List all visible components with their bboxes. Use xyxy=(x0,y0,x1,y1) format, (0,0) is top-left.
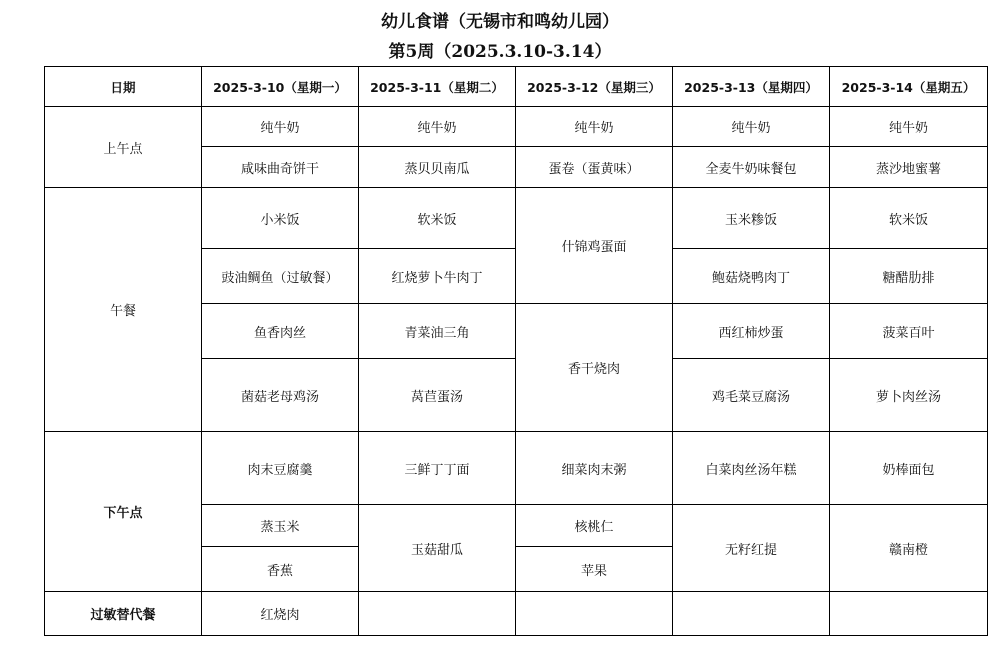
lunch-cell: 萝卜肉丝汤 xyxy=(830,359,988,432)
day-header-wed: 2025-3-12（星期三） xyxy=(516,67,673,107)
allergy-label: 过敏替代餐 xyxy=(45,592,202,636)
morning-cell: 纯牛奶 xyxy=(673,107,830,147)
morning-label: 上午点 xyxy=(45,107,202,188)
afternoon-cell: 奶棒面包 xyxy=(830,432,988,505)
morning-cell: 纯牛奶 xyxy=(830,107,988,147)
lunch-cell: 香干烧肉 xyxy=(516,304,673,432)
allergy-cell-empty xyxy=(359,592,516,636)
afternoon-cell: 无籽红提 xyxy=(673,505,830,592)
menu-table xyxy=(44,66,988,636)
afternoon-cell: 赣南橙 xyxy=(830,505,988,592)
allergy-row xyxy=(45,592,988,636)
morning-cell: 蒸沙地蜜薯 xyxy=(830,147,988,188)
afternoon-cell: 细菜肉末粥 xyxy=(516,432,673,505)
lunch-cell: 鱼香肉丝 xyxy=(202,304,359,359)
lunch-row-1 xyxy=(45,188,988,249)
morning-cell: 纯牛奶 xyxy=(359,107,516,147)
lunch-label: 午餐 xyxy=(45,188,202,432)
afternoon-label: 下午点 xyxy=(45,432,202,592)
lunch-cell: 菌菇老母鸡汤 xyxy=(202,359,359,432)
lunch-cell: 菠菜百叶 xyxy=(830,304,988,359)
allergy-cell-empty xyxy=(516,592,673,636)
lunch-cell: 糖醋肋排 xyxy=(830,249,988,304)
date-header: 日期 xyxy=(45,67,202,107)
lunch-cell: 什锦鸡蛋面 xyxy=(516,188,673,304)
day-header-thu: 2025-3-13（星期四） xyxy=(673,67,830,107)
lunch-cell: 豉油鲷鱼（过敏餐） xyxy=(202,249,359,304)
morning-cell: 蒸贝贝南瓜 xyxy=(359,147,516,188)
afternoon-cell: 蒸玉米 xyxy=(202,505,359,547)
lunch-cell: 软米饭 xyxy=(359,188,516,249)
afternoon-cell: 三鲜丁丁面 xyxy=(359,432,516,505)
day-header-mon: 2025-3-10（星期一） xyxy=(202,67,359,107)
morning-row-1 xyxy=(45,107,988,147)
lunch-cell: 玉米糁饭 xyxy=(673,188,830,249)
day-header-fri: 2025-3-14（星期五） xyxy=(830,67,988,107)
afternoon-cell: 核桃仁 xyxy=(516,505,673,547)
allergy-cell-empty xyxy=(673,592,830,636)
allergy-cell: 红烧肉 xyxy=(202,592,359,636)
lunch-cell: 西红柿炒蛋 xyxy=(673,304,830,359)
morning-cell: 纯牛奶 xyxy=(202,107,359,147)
afternoon-cell: 香蕉 xyxy=(202,547,359,592)
afternoon-cell: 玉菇甜瓜 xyxy=(359,505,516,592)
afternoon-cell: 白菜肉丝汤年糕 xyxy=(673,432,830,505)
morning-cell: 蛋卷（蛋黄味） xyxy=(516,147,673,188)
lunch-cell: 青菜油三角 xyxy=(359,304,516,359)
morning-cell: 咸味曲奇饼干 xyxy=(202,147,359,188)
lunch-cell: 鸡毛菜豆腐汤 xyxy=(673,359,830,432)
page-title: 幼儿食谱（无锡市和鸣幼儿园） xyxy=(381,12,619,32)
lunch-cell: 软米饭 xyxy=(830,188,988,249)
afternoon-cell: 肉末豆腐羹 xyxy=(202,432,359,505)
lunch-cell: 莴苣蛋汤 xyxy=(359,359,516,432)
afternoon-cell: 苹果 xyxy=(516,547,673,592)
afternoon-row-1 xyxy=(45,432,988,505)
morning-cell: 全麦牛奶味餐包 xyxy=(673,147,830,188)
lunch-cell: 鲍菇烧鸭肉丁 xyxy=(673,249,830,304)
morning-cell: 纯牛奶 xyxy=(516,107,673,147)
allergy-cell-empty xyxy=(830,592,988,636)
lunch-cell: 小米饭 xyxy=(202,188,359,249)
header-row xyxy=(45,67,988,107)
lunch-cell: 红烧萝卜牛肉丁 xyxy=(359,249,516,304)
day-header-tue: 2025-3-11（星期二） xyxy=(359,67,516,107)
page-subtitle: 第5周（2025.3.10-3.14） xyxy=(388,42,612,62)
